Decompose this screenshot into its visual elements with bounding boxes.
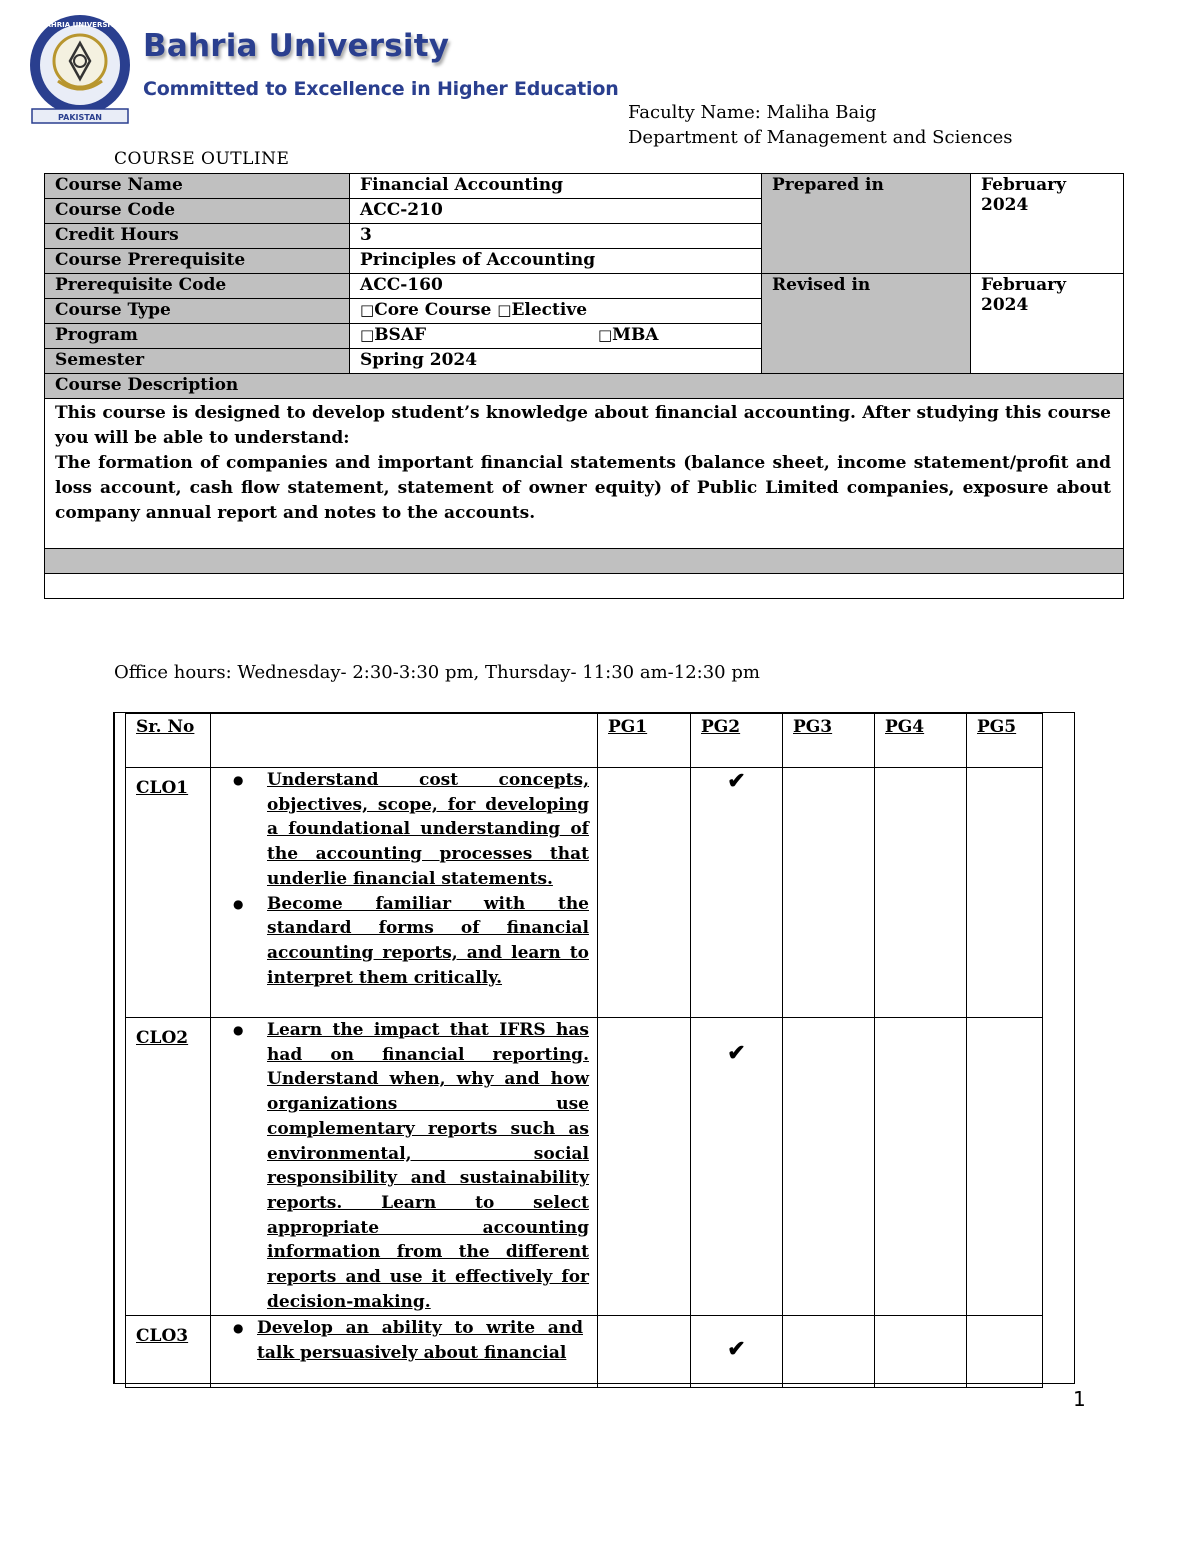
pg1-cell [598,1316,691,1388]
university-tagline: Committed to Excellence in Higher Education [143,78,619,100]
pg4-cell [875,1018,967,1316]
faculty-name: Faculty Name: Maliha Baig [628,102,877,123]
course-description [45,399,1124,549]
semester-value: Spring 2024 [350,349,762,374]
pg4-cell [875,768,967,1018]
clo-id: CLO2 [126,1018,211,1316]
department-name: Department of Management and Sciences [628,127,1013,148]
clo-bullet: ● Learn the impact that IFRS has had on financial reporting. Understand when, why and how organizations use complementary reports such as environmental, social responsibility and sustainability reports. Learn to select appropriate accounting information from the different reports and use it effectively for decision-making. [223,1018,589,1314]
svg-text:BAHRIA UNIVERSITY: BAHRIA UNIVERSITY [40,21,120,29]
credit-hours-value: 3 [350,224,762,249]
prerequisite-value: Principles of Accounting [350,249,762,274]
office-hours: Office hours: Wednesday- 2:30-3:30 pm, Thursday- 11:30 am-12:30 pm [114,662,760,683]
revised-label: Revised in [762,274,971,374]
course-description-body: The formation of companies and important financial statements (balance sheet, income statement/profit and loss account, cash flow statement, statement of owner equity) of Public Limited companies, exposure about company annual report and notes to the accounts. [55,453,1111,523]
pg1-cell [598,1018,691,1316]
header-pg3: PG3 [783,714,875,768]
checkbox-elective[interactable]: □ [497,301,512,319]
header-pg5: PG5 [967,714,1043,768]
course-type-elective: Elective [511,300,588,320]
clo-header-row [126,714,1043,768]
prerequisite-code-label: Prerequisite Code [45,274,350,299]
program-mba: MBA [612,325,659,345]
prerequisite-code-value: ACC-160 [350,274,762,299]
semester-label: Semester [45,349,350,374]
prepared-label: Prepared in [762,174,971,274]
pg5-cell [967,1018,1043,1316]
pg5-cell [967,1316,1043,1388]
faculty-block [628,100,1013,150]
course-name-label: Course Name [45,174,350,199]
prerequisite-label: Course Prerequisite [45,249,350,274]
blank-row [45,574,1124,599]
header-pg1: PG1 [598,714,691,768]
clo-table [125,713,1043,1388]
university-name: Bahria University [143,28,450,64]
checkbox-mba[interactable]: □ [597,326,613,344]
pg3-cell [783,768,875,1018]
prepared-value: February 2024 [971,174,1124,274]
course-type-label: Course Type [45,299,350,324]
clo-description [211,1316,598,1388]
header-description [211,714,598,768]
program-label: Program [45,324,350,349]
course-type-options [350,299,762,324]
course-type-core: Core Course [374,300,492,320]
table-row-clo3 [126,1316,1043,1388]
clo-bullet: ● Understand cost concepts, objectives, scope, for developing a foundational understanding of the accounting processes that underlie financial statements. [223,768,589,892]
checkbox-core[interactable]: □ [360,301,375,319]
svg-text:PAKISTAN: PAKISTAN [58,113,102,122]
clo-id: CLO3 [126,1316,211,1388]
clo-description [211,768,598,1018]
pg2-check-icon: ✔ [691,1316,783,1388]
university-logo [28,13,132,129]
blank-gray-row [45,549,1124,574]
page-number: 1 [1073,1387,1086,1411]
course-code-label: Course Code [45,199,350,224]
clo-description [211,1018,598,1316]
pg4-cell [875,1316,967,1388]
credit-hours-label: Credit Hours [45,224,350,249]
course-description-label: Course Description [45,374,1124,399]
header-pg4: PG4 [875,714,967,768]
pg3-cell [783,1018,875,1316]
pg2-check-icon: ✔ [691,1018,783,1316]
pg5-cell [967,768,1043,1018]
course-info-table [44,173,1124,599]
pg3-cell [783,1316,875,1388]
revised-value: February 2024 [971,274,1124,374]
course-description-intro: This course is designed to develop student’s knowledge about financial accounting. After studying this course you will be able to understand: [55,403,1111,448]
course-code-value: ACC-210 [350,199,762,224]
table-row-clo1 [126,768,1043,1018]
header-sr-no: Sr. No [126,714,211,768]
checkbox-bsaf[interactable]: □ [360,326,375,344]
program-bsaf: BSAF [374,325,427,345]
program-options [350,324,762,349]
page-title: COURSE OUTLINE [114,149,290,169]
header-pg2: PG2 [691,714,783,768]
clo-table-frame [113,712,1075,1384]
clo-bullet: ● Develop an ability to write and talk persuasively about financial [223,1316,583,1365]
pg2-check-icon: ✔ [691,768,783,1018]
table-row-clo2 [126,1018,1043,1316]
course-name-value: Financial Accounting [350,174,762,199]
clo-bullet: ● Become familiar with the standard forms of financial accounting reports, and learn to interpret them critically. [223,892,589,991]
pg1-cell [598,768,691,1018]
clo-id: CLO1 [126,768,211,1018]
